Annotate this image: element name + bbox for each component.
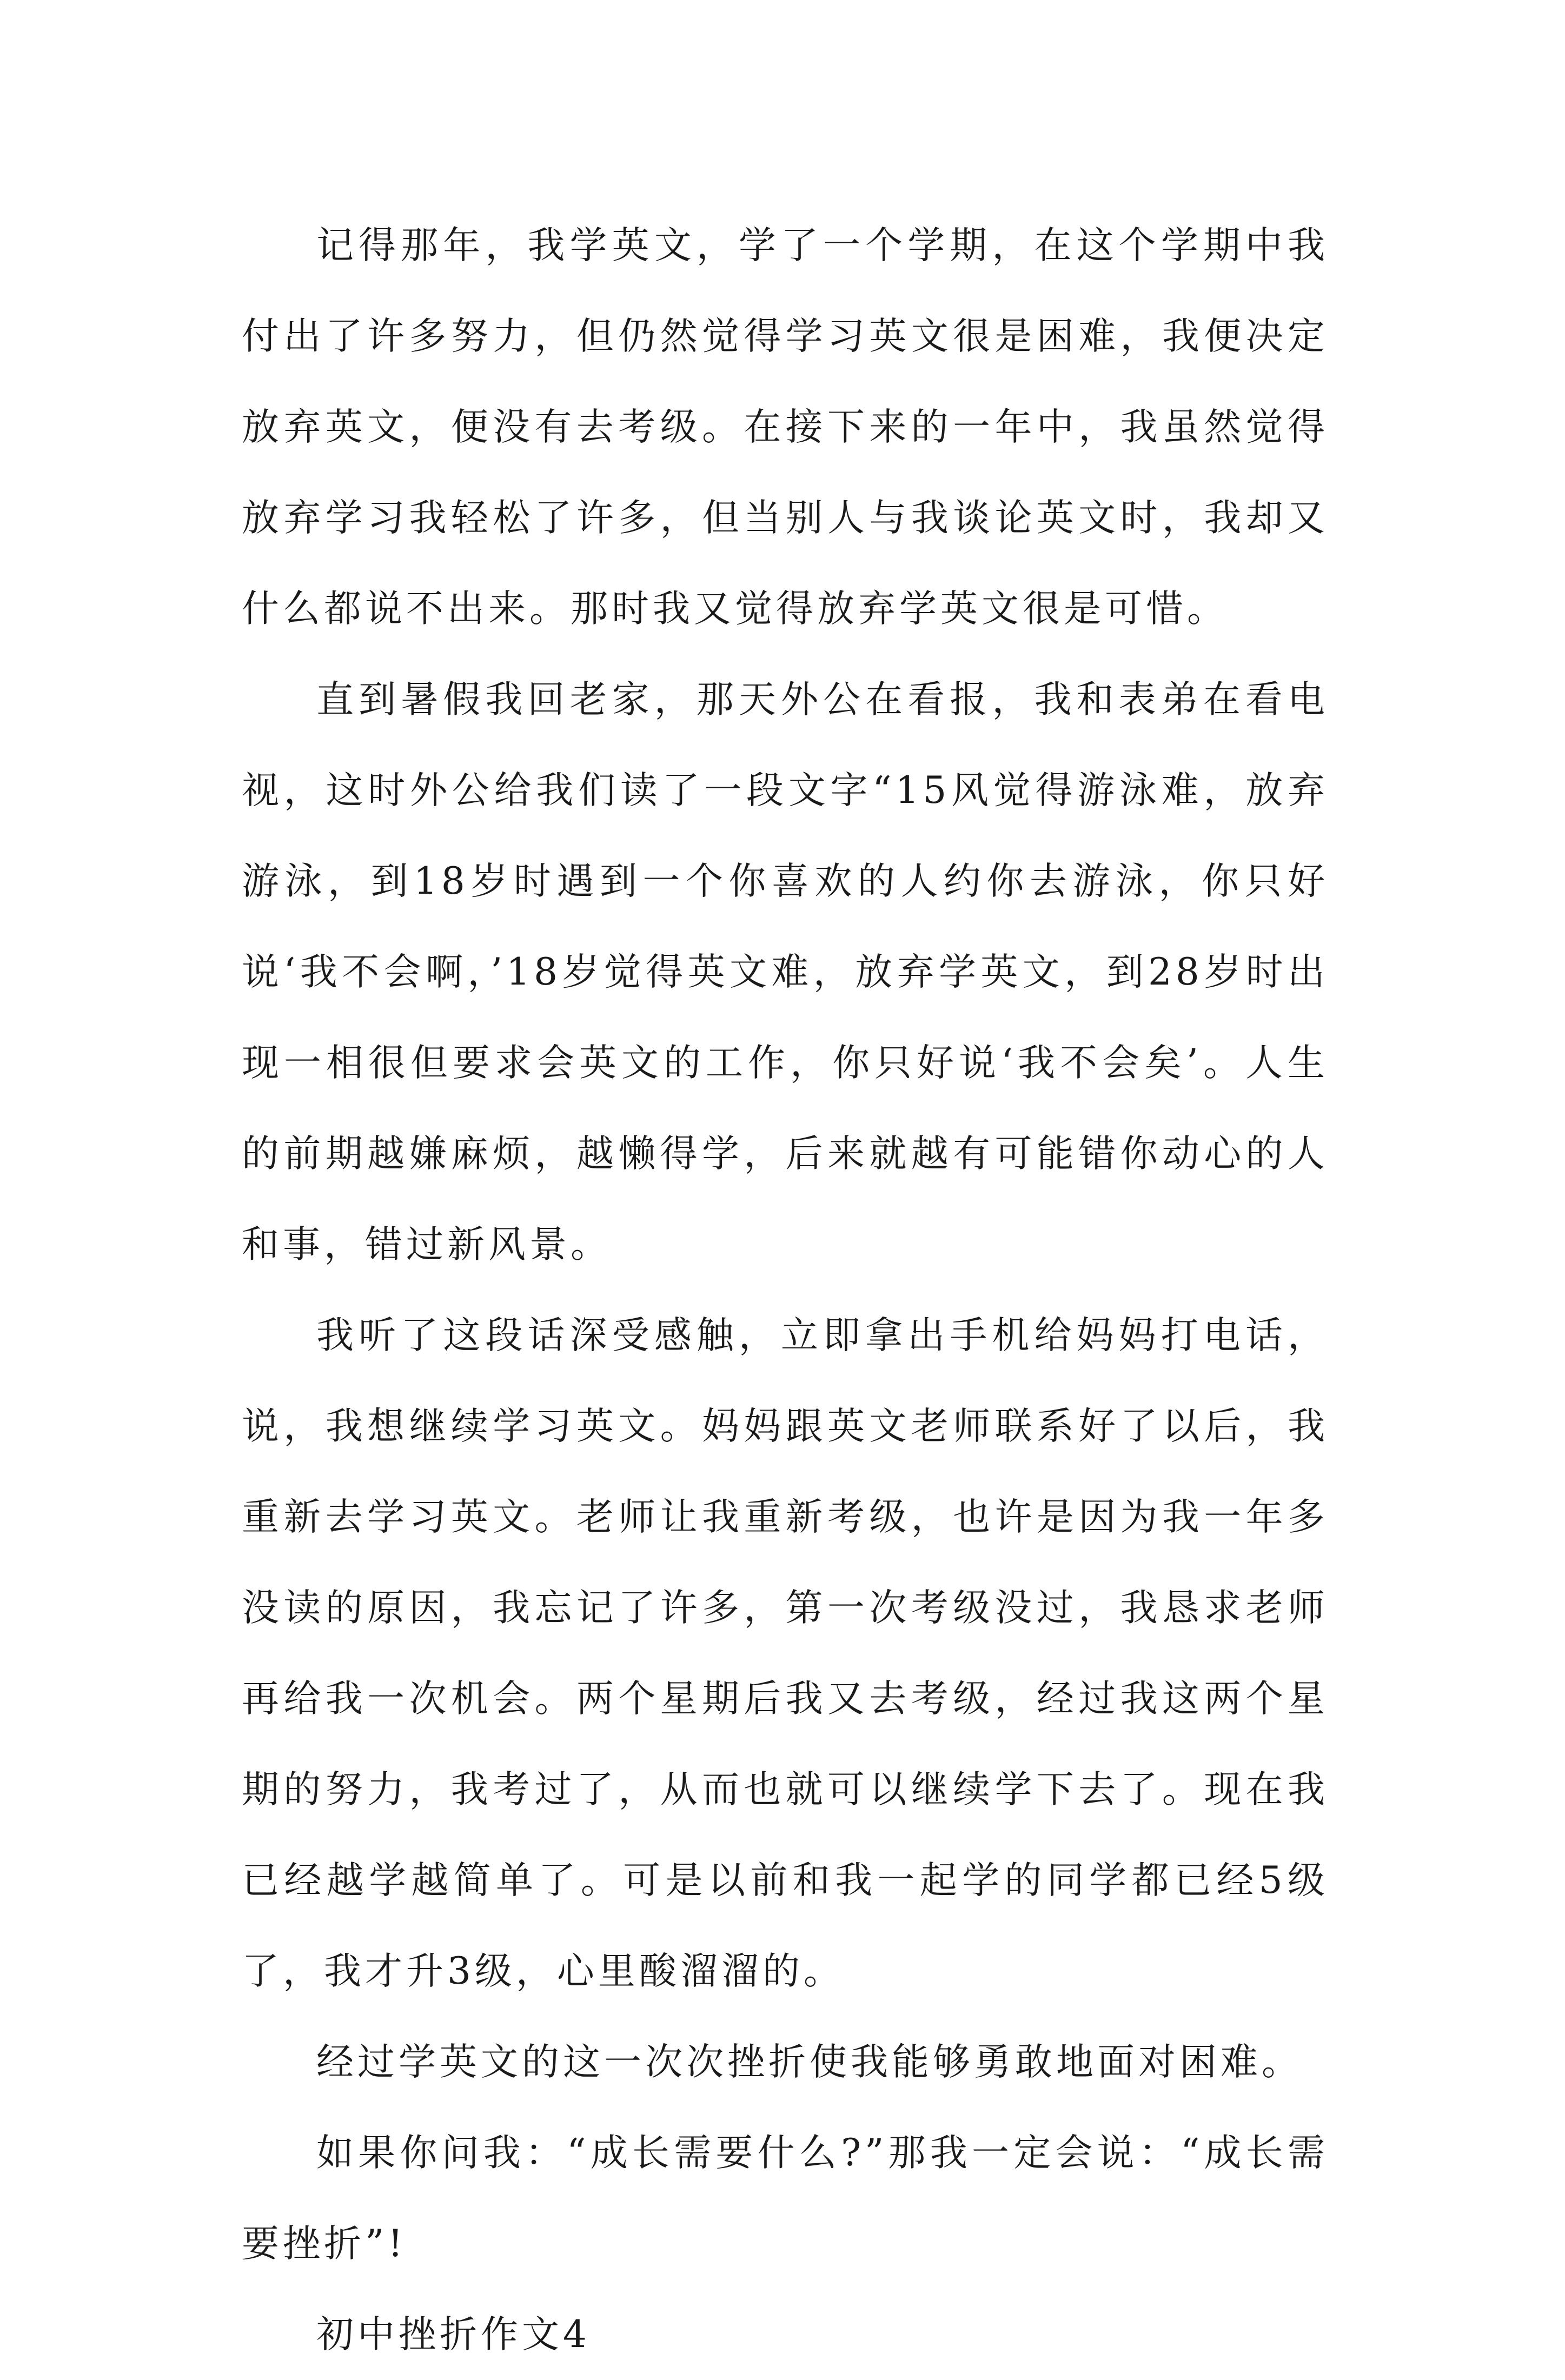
paragraph-3: 我听了这段话深受感触，立即拿出手机给妈妈打电话，说，我想继续学习英文。妈妈跟英文老师联系好了以后，我重新去学习英文。老师让我重新考级，也许是因为我一年多没读的原因，我忘记了许多，第一次考级没过，我恳求老师再给我一次机会。两个星期后我又去考级，经过我这两个星期的努力，我考过了，从而也就可以继续学下去了。现在我已经越学越简单了。可是以前和我一起学的同学都已经5级了，我才升3级，心里酸溜溜的。: [242, 1314, 1329, 1993]
paragraph-5: 如果你问我：“成长需要什么?”那我一定会说：“成长需要挫折”!: [242, 2131, 1329, 2265]
paragraph-4: 经过学英文的这一次次挫折使我能够勇敢地面对困难。: [316, 2040, 1303, 2084]
section-heading: 初中挫折作文4: [316, 2313, 591, 2356]
paragraph-2: 直到暑假我回老家，那天外公在看报，我和表弟在看电视，这时外公给我们读了一段文字“15风觉得游泳难，放弃游泳，到18岁时遇到一个你喜欢的人约你去游泳，你只好说‘我不会啊，’18岁觉得英文难，放弃学英文，到28岁时出现一相很但要求会英文的工作，你只好说‘我不会矣’。人生的前期越嫌麻烦，越懒得学，后来就越有可能错你动心的人和事，错过新风景。: [242, 678, 1329, 1266]
paragraph-1: 记得那年，我学英文，学了一个学期，在这个学期中我付出了许多努力，但仍然觉得学习英文很是困难，我便决定放弃英文，便没有去考级。在接下来的一年中，我虽然觉得放弃学习我轻松了许多，但当别人与我谈论英文时，我却又什么都说不出来。那时我又觉得放弃学英文很是可惜。: [242, 224, 1329, 630]
essay-body: [242, 200, 1329, 2380]
